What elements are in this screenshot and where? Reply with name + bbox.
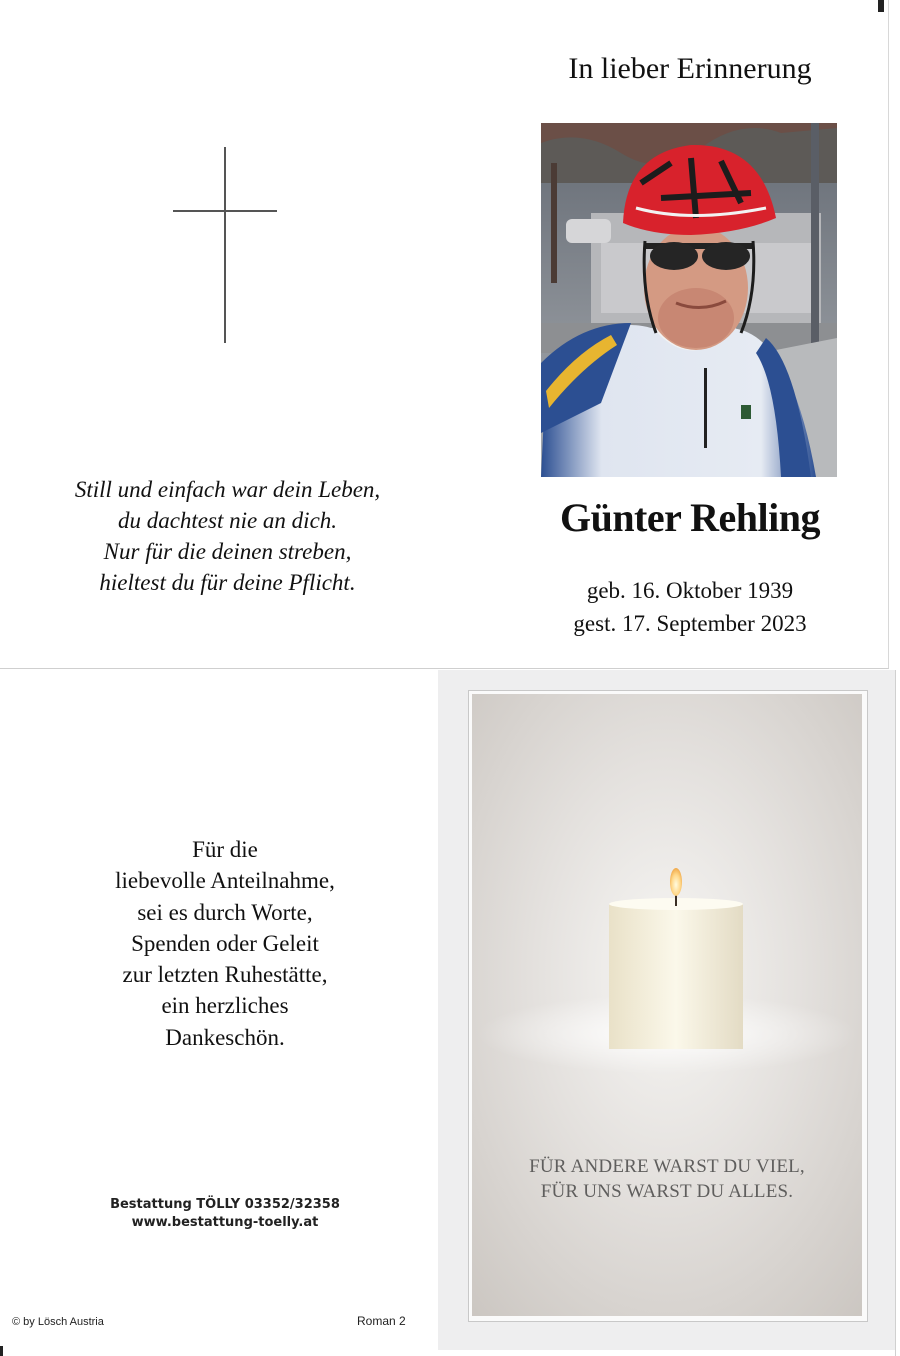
thanks-line: sei es durch Worte, xyxy=(137,899,313,925)
thanks-line: Spenden oder Geleit xyxy=(131,930,319,956)
thanks-line: Für die xyxy=(192,837,258,862)
cross-icon-bar xyxy=(173,210,277,212)
thanks-line: zur letzten Ruhestätte, xyxy=(122,962,328,988)
verse-line: du dachtest nie an dich. xyxy=(117,508,338,533)
motto-line: FÜR ANDERE WARST DU VIEL, xyxy=(529,1156,805,1177)
death-date: gest. 17. September 2023 xyxy=(573,611,807,636)
candle-illustration xyxy=(472,694,862,1316)
verse-line: hieltest du für deine Pflicht. xyxy=(99,570,356,595)
motto-text xyxy=(472,1154,862,1204)
corner-mark xyxy=(0,1346,3,1356)
corner-mark xyxy=(878,0,884,12)
candle-image xyxy=(472,694,862,1316)
design-code: Roman 2 xyxy=(357,1314,406,1328)
motto-line: FÜR UNS WARST DU ALLES. xyxy=(540,1181,794,1202)
undertaker-info xyxy=(80,1196,370,1232)
undertaker-website: www.bestattung-toelly.at xyxy=(131,1215,319,1230)
verse-line: Still und einfach war dein Leben, xyxy=(74,477,381,502)
thanks-line: ein herzliches xyxy=(161,993,289,1019)
verse-line: Nur für die deinen streben, xyxy=(103,539,352,564)
cross-icon xyxy=(224,147,226,343)
undertaker-phone: Bestattung TÖLLY 03352/32358 xyxy=(110,1197,340,1212)
thanks-line: Dankeschön. xyxy=(165,1024,285,1050)
portrait-illustration xyxy=(541,123,837,477)
birth-date: geb. 16. Oktober 1939 xyxy=(586,578,794,603)
portrait-photo xyxy=(541,123,837,477)
memorial-heading: In lieber Erinnerung xyxy=(568,52,812,85)
life-dates xyxy=(520,574,860,640)
deceased-name: Günter Rehling xyxy=(559,495,821,540)
memorial-verse xyxy=(30,474,425,598)
thanks-line: liebevolle Anteilnahme, xyxy=(115,868,335,894)
copyright-note: © by Lösch Austria xyxy=(12,1316,104,1328)
thank-you-text xyxy=(60,834,390,1053)
